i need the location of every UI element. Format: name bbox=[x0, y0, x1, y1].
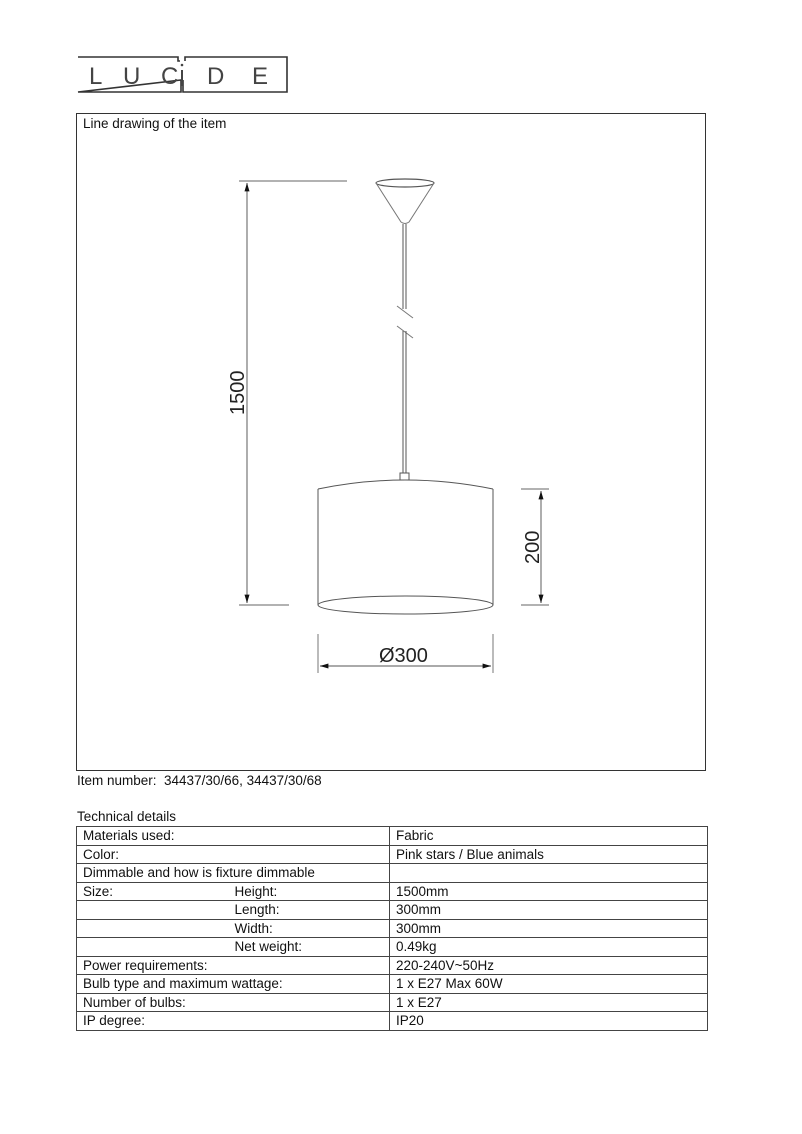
shade-height-label: 200 bbox=[522, 530, 544, 564]
ceiling-canopy bbox=[376, 179, 434, 224]
table-row bbox=[77, 1012, 708, 1031]
table-row bbox=[77, 845, 708, 864]
table-row bbox=[77, 864, 708, 883]
technical-details-title: Technical details bbox=[77, 809, 177, 824]
spec-label: IP degree: bbox=[77, 1012, 390, 1031]
spec-sublabel: Width: bbox=[229, 919, 390, 938]
spec-value bbox=[390, 864, 708, 883]
height-dimension bbox=[227, 181, 347, 605]
diameter-dimension bbox=[318, 634, 493, 673]
svg-text:D: D bbox=[207, 63, 225, 90]
technical-details-table bbox=[76, 826, 708, 1031]
spec-value: Fabric bbox=[390, 827, 708, 846]
suspension-cord bbox=[397, 224, 413, 480]
table-row bbox=[77, 901, 708, 920]
svg-text:L: L bbox=[89, 63, 103, 90]
spec-value: 0.49kg bbox=[390, 938, 708, 957]
spec-sublabel: Height: bbox=[229, 882, 390, 901]
shade-height-dimension bbox=[521, 489, 549, 605]
spec-value: 300mm bbox=[390, 919, 708, 938]
svg-text:C: C bbox=[161, 63, 179, 90]
spec-label: Power requirements: bbox=[77, 956, 390, 975]
spec-label bbox=[77, 901, 229, 920]
height-label: 1500 bbox=[227, 370, 249, 415]
svg-text:U: U bbox=[123, 63, 141, 90]
spec-value: 1 x E27 bbox=[390, 993, 708, 1012]
table-row bbox=[77, 956, 708, 975]
table-row bbox=[77, 882, 708, 901]
spec-label bbox=[77, 938, 229, 957]
spec-value: IP20 bbox=[390, 1012, 708, 1031]
diameter-label: Ø300 bbox=[379, 645, 428, 667]
spec-label: Color: bbox=[77, 845, 390, 864]
spec-label: Bulb type and maximum wattage: bbox=[77, 975, 390, 994]
spec-value: 1 x E27 Max 60W bbox=[390, 975, 708, 994]
table-row bbox=[77, 938, 708, 957]
spec-value: 300mm bbox=[390, 901, 708, 920]
drawing-caption: Line drawing of the item bbox=[83, 116, 227, 131]
spec-value: Pink stars / Blue animals bbox=[390, 845, 708, 864]
spec-sublabel: Length: bbox=[229, 901, 390, 920]
table-row bbox=[77, 827, 708, 846]
spec-value: 220-240V~50Hz bbox=[390, 956, 708, 975]
spec-label: Size: bbox=[77, 882, 229, 901]
item-number: Item number: 34437/30/66, 34437/30/68 bbox=[77, 773, 322, 788]
table-row bbox=[77, 975, 708, 994]
lamp-shade bbox=[318, 480, 493, 614]
line-drawing-panel bbox=[76, 113, 706, 771]
spec-label: Dimmable and how is fixture dimmable bbox=[77, 864, 390, 883]
spec-label bbox=[77, 919, 229, 938]
spec-value: 1500mm bbox=[390, 882, 708, 901]
spec-sublabel: Net weight: bbox=[229, 938, 390, 957]
table-row bbox=[77, 919, 708, 938]
spec-label: Number of bulbs: bbox=[77, 993, 390, 1012]
table-row bbox=[77, 993, 708, 1012]
pendant-lamp-drawing bbox=[1, 1, 802, 801]
svg-text:E: E bbox=[252, 63, 269, 90]
spec-label: Materials used: bbox=[77, 827, 390, 846]
